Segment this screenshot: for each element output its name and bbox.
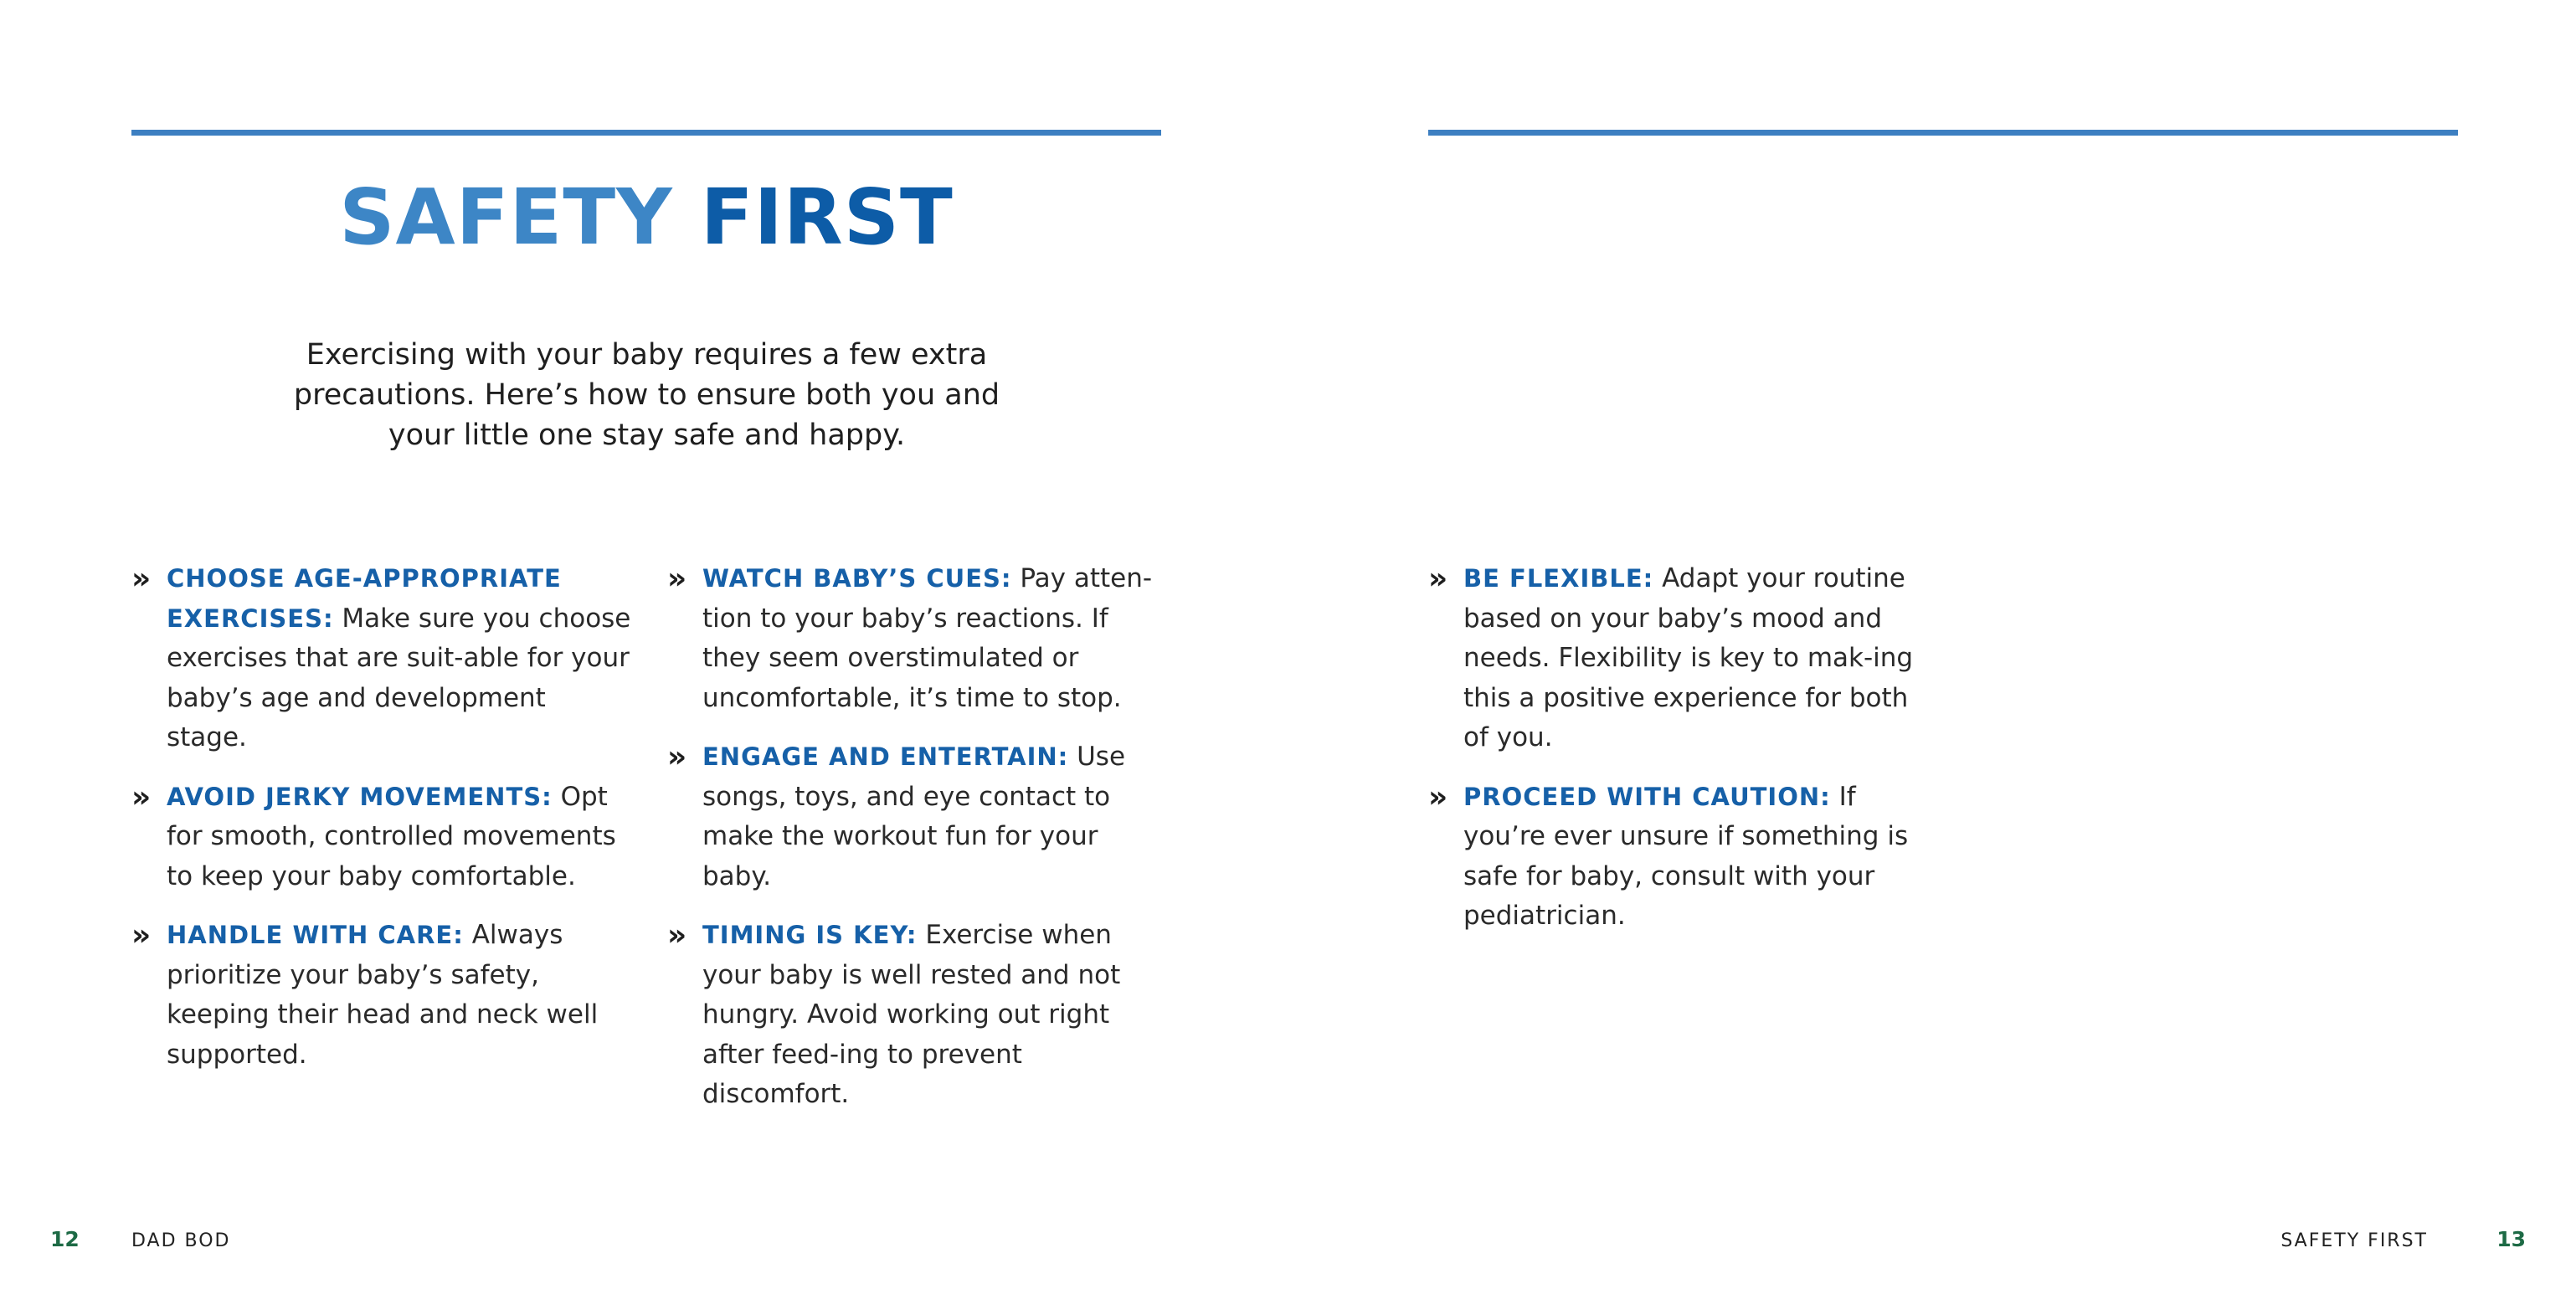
title-word-first: FIRST — [700, 172, 954, 262]
tip-item — [1428, 559, 1931, 758]
running-head-right: SAFETY FIRST — [2280, 1230, 2428, 1251]
top-rule-left — [131, 130, 1161, 136]
tip-text: Always prioritize your baby’s safety, keeping their head and neck well supported. — [167, 920, 599, 1070]
double-chevron-icon: » — [131, 562, 152, 596]
double-chevron-icon: » — [667, 918, 687, 953]
tip-item — [131, 559, 634, 758]
tip-item — [667, 916, 1170, 1115]
tip-label: AVOID JERKY MOVEMENTS: — [167, 782, 553, 811]
tip-label: BE FLEXIBLE: — [1463, 564, 1654, 593]
tip-text: Exercise when your baby is well rested and not hungry. Avoid working out right after feed-ing to prevent discomfort. — [702, 920, 1121, 1109]
tip-label: PROCEED WITH CAUTION: — [1463, 782, 1831, 811]
double-chevron-icon: » — [131, 779, 152, 814]
double-chevron-icon: » — [1428, 779, 1448, 814]
double-chevron-icon: » — [131, 918, 152, 953]
tips-column-2 — [667, 559, 1170, 1134]
intro-paragraph: Exercising with your baby requires a few extra precautions. Here’s how to ensure both you and your little one stay safe and happy. — [293, 338, 1000, 452]
tip-label: TIMING IS KEY: — [702, 921, 918, 949]
tip-label: WATCH BABY’S CUES: — [702, 564, 1012, 593]
tip-item — [667, 559, 1170, 718]
tip-text: Adapt your routine based on your baby’s mood and needs. Flexibility is key to mak-ing this a positive experience for both of you. — [1463, 563, 1914, 752]
tips-column-1 — [131, 559, 634, 1094]
tip-text: Pay atten-tion to your baby’s reactions. If they seem overstimulated or uncomfortable, it’s time to stop. — [702, 563, 1153, 713]
tip-item — [131, 916, 634, 1075]
tips-column-3 — [1428, 559, 1931, 956]
tip-label: ENGAGE AND ENTERTAIN: — [702, 742, 1069, 771]
running-head-left: DAD BOD — [131, 1230, 231, 1251]
page-number-left: 12 — [50, 1227, 80, 1251]
page-number-right: 13 — [2496, 1227, 2526, 1251]
tip-label: CHOOSE AGE-APPROPRIATE EXERCISES: — [167, 564, 562, 633]
tip-text: If you’re ever unsure if something is safe for baby, consult with your pediatrician. — [1463, 781, 1909, 931]
double-chevron-icon: » — [1428, 562, 1448, 596]
tip-text: Make sure you choose exercises that are suit-able for your baby’s age and development stage. — [167, 603, 631, 752]
top-rule-right — [1428, 130, 2458, 136]
tip-text: Opt for smooth, controlled movements to keep your baby comfortable. — [167, 781, 616, 891]
tip-text: Use songs, toys, and eye contact to make the workout fun for your baby. — [702, 742, 1126, 891]
tip-label: HANDLE WITH CARE: — [167, 921, 464, 949]
tip-item — [131, 778, 634, 897]
double-chevron-icon: » — [667, 740, 687, 774]
double-chevron-icon: » — [667, 562, 687, 596]
tip-item — [667, 737, 1170, 896]
title-word-safety: SAFETY — [339, 172, 673, 262]
page-title — [131, 167, 1161, 268]
tip-item — [1428, 778, 1931, 937]
